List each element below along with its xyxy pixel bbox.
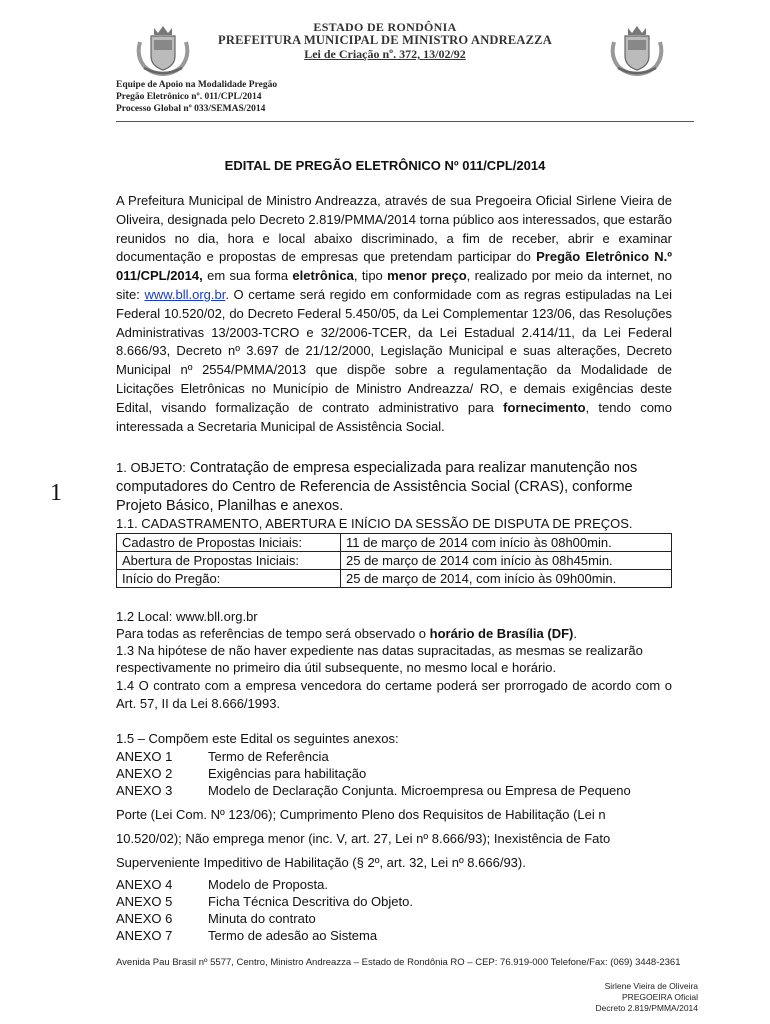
annex-3-continuation: Superveniente Impeditivo de Habilitação (§ 2º, art. 32, Lei nº 8.666/93). — [116, 855, 526, 870]
section-1-1-heading: 1.1. CADASTRAMENTO, ABERTURA E INÍCIO DA SESSÃO DE DISPUTA DE PREÇOS. — [116, 516, 633, 531]
section-1-2-local: 1.2 Local: www.bll.org.br — [116, 609, 258, 624]
brasilia-time-note: Para todas as referências de tempo será observado o horário de Brasília (DF). — [116, 626, 577, 641]
annex-item: ANEXO 6 Minuta do contrato — [116, 911, 316, 926]
header-state: ESTADO DE RONDÔNIA — [313, 20, 457, 34]
section-1-4: 1.4 O contrato com a empresa vencedora do certame poderá ser prorrogado de acordo com o Art. 57, II da Lei 8.666/1993. — [116, 678, 672, 711]
schedule-table — [116, 533, 672, 588]
annex-item: ANEXO 1 Termo de Referência — [116, 749, 329, 764]
schedule-label: Cadastro de Propostas Iniciais: — [117, 534, 341, 552]
objeto-section: 1. OBJETO: Contratação de empresa especializada para realizar manutenção nos computadores do Centro de Referencia de Assistência Social (CRAS), conforme Projeto Básico, Planilhas e anexos. — [116, 460, 638, 514]
website-link[interactable]: www.bll.org.br — [144, 286, 226, 302]
footer-address: Avenida Pau Brasil nº 5577, Centro, Ministro Andreazza – Estado de Rondônia RO – CEP: 76.919-000 Telefone/Fax: (069) 3448-2361 — [116, 957, 681, 968]
signature-name: Sirlene Vieira de Oliveira — [604, 981, 698, 991]
schedule-label: Abertura de Propostas Iniciais: — [117, 552, 341, 570]
header-prefecture: PREFEITURA MUNICIPAL DE MINISTRO ANDREAZZA — [218, 33, 552, 47]
annex-3-continuation: 10.520/02); Não emprega menor (inc. V, art. 27, Lei nº 8.666/93); Inexistência de Fato — [116, 831, 611, 846]
section-1-5-heading: 1.5 – Compõem este Edital os seguintes anexos: — [116, 731, 399, 746]
header-support-team: Equipe de Apoio na Modalidade Pregão — [116, 80, 278, 90]
schedule-value: 25 de março de 2014, com início às 09h00min. — [341, 570, 672, 588]
section-1-3-line: respectivamente no primeiro dia útil subsequente, no mesmo local e horário. — [116, 660, 557, 675]
header-law: Lei de Criação nº. 372, 13/02/92 — [304, 47, 466, 61]
signature-decree: Decreto 2.819/PMMA/2014 — [595, 1003, 698, 1013]
annex-item: ANEXO 4 Modelo de Proposta. — [116, 877, 328, 892]
document-title: EDITAL DE PREGÃO ELETRÔNICO Nº 011/CPL/2014 — [224, 158, 546, 173]
table-row — [117, 570, 672, 588]
annex-3-continuation: Porte (Lei Com. Nº 123/06); Cumprimento Pleno dos Requisitos de Habilitação (Lei n — [116, 807, 606, 822]
schedule-label: Início do Pregão: — [117, 570, 341, 588]
annex-item: ANEXO 2 Exigências para habilitação — [116, 766, 367, 781]
section-1-3-line: 1.3 Na hipótese de não haver expediente nas datas supracitadas, as mesmas se realizarão — [116, 643, 643, 658]
signature-block — [560, 981, 698, 1014]
header-divider — [116, 121, 694, 122]
table-row — [117, 552, 672, 570]
schedule-value: 11 de março de 2014 com início às 08h00min. — [341, 534, 672, 552]
annex-item: ANEXO 5 Ficha Técnica Descritiva do Objeto. — [116, 894, 413, 909]
annex-item: ANEXO 7 Termo de adesão ao Sistema — [116, 928, 378, 943]
page-number: 1 — [50, 480, 62, 506]
header-process-number: Processo Global nº 033/SEMAS/2014 — [116, 104, 266, 114]
schedule-value: 25 de março de 2014 com início às 08h45min. — [341, 552, 672, 570]
intro-paragraph: A Prefeitura Municipal de Ministro Andreazza, através de sua Pregoeira Oficial Sirlene Vieira de Oliveira, designada pelo Decreto 2.819/PMMA/2014 torna público aos interessados, que estarão reunidos no dia, hora e local abaixo discriminado, a fim de receber, abrir e examinar documentação e propostas de empresas que pretendam participar do Pregão Eletrônico N.º 011/CPL/2014, em sua forma eletrônica, tipo menor preço, realizado por meio da internet, no site: www.bll.org.br. O certame será regido em conformidade com as regras estipuladas na Lei Federal 10.520/02, do Decreto Federal 5.450/05, da Lei Complementar 123/06, das Resoluções Administrativas 13/2003-TCRO e 32/2006-TCER, da Lei Estadual 2.414/11, da Lei Federal 8.666/93, Decreto nº 3.697 de 21/12/2000, Legislação Municipal e suas alterações, Decreto Municipal nº 2554/PMMA/2013 que dispõe sobre a regulamentação da Modalidade de Licitações Eletrônicas no Município de Ministro Andreazza/ RO, e demais exigências deste Edital, visando formalização de contrato administrativo para fornecimento, tendo como interessada a Secretaria Municipal de Assistência Social. — [116, 193, 673, 434]
annex-item: ANEXO 3 Modelo de Declaração Conjunta. Microempresa ou Empresa de Pequeno — [116, 783, 631, 798]
header-pregao-number: Pregão Eletrônico nº. 011/CPL/2014 — [116, 92, 262, 102]
table-row — [117, 534, 672, 552]
signature-role: PREGOEIRA Oficial — [621, 992, 698, 1002]
